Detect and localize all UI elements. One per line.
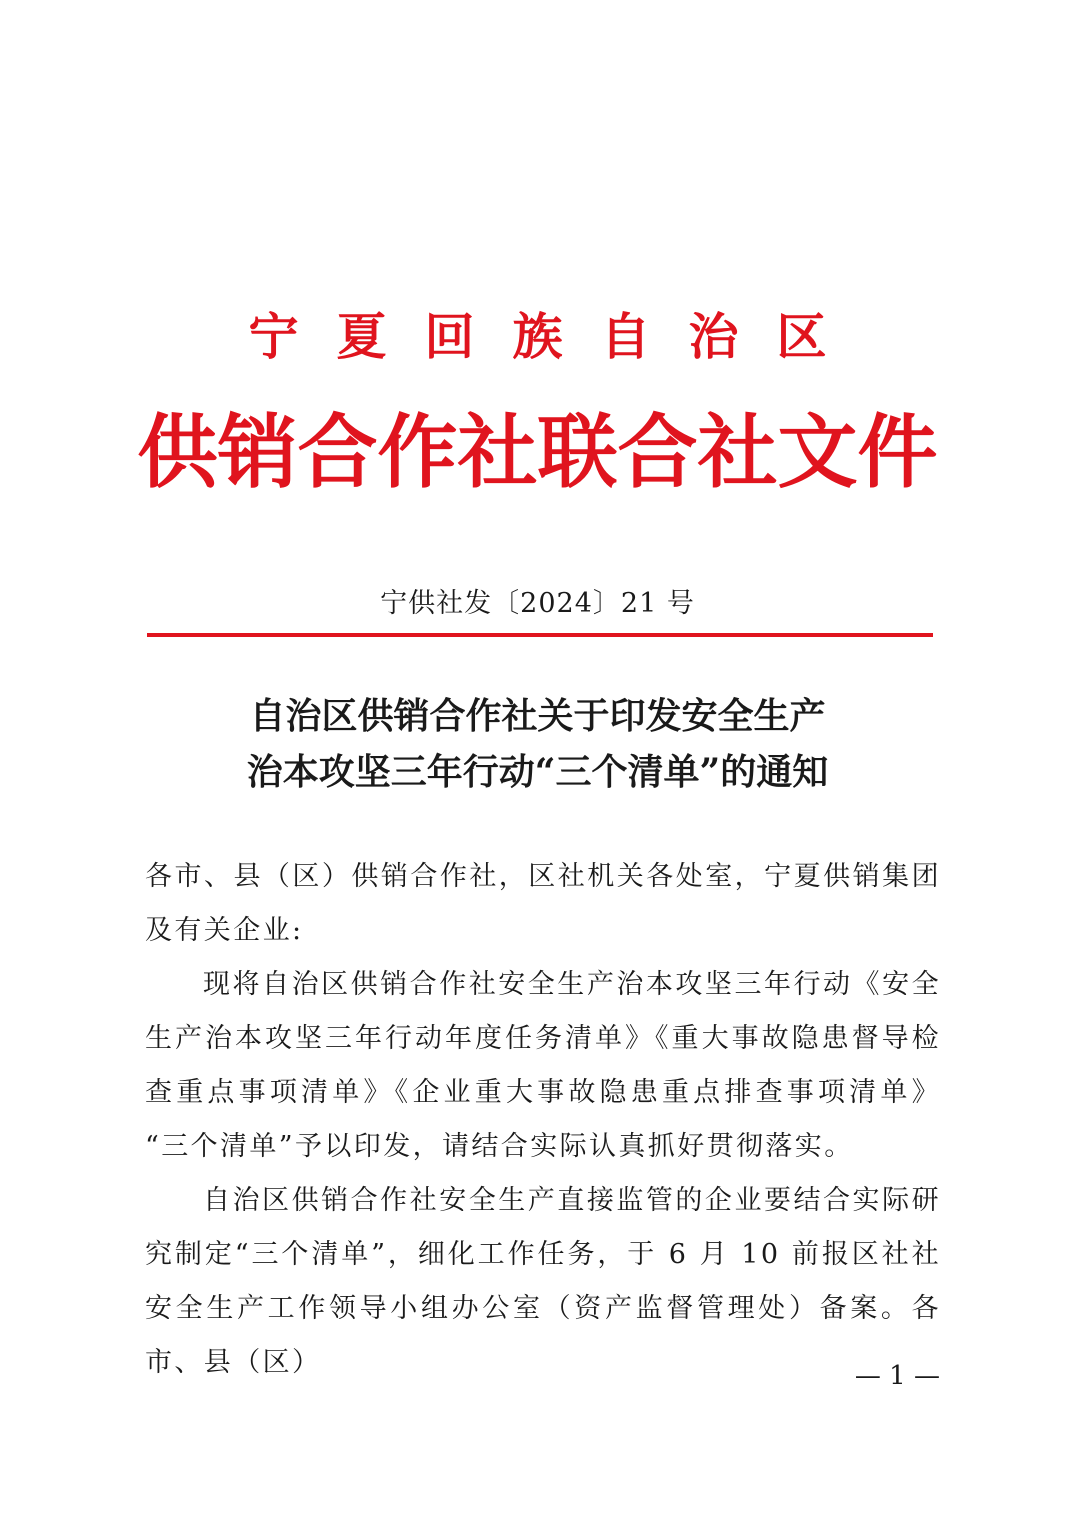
- document-title-line2: 治本攻坚三年行动“三个清单”的通知: [246, 751, 829, 793]
- document-title-line1: 自治区供销合作社关于印发安全生产: [249, 695, 826, 737]
- document-title: [0, 688, 1075, 800]
- body-paragraph-1: 现将自治区供销合作社安全生产治本攻坚三年行动《安全生产治本攻坚三年行动年度任务清单》《重大事故隐患督导检查重点事项清单》《企业重大事故隐患重点排查事项清单》 “三个清单”予以印发，请结合实际认真抓好贯彻落实。: [145, 969, 941, 1162]
- issuing-authority-region: 宁夏回族自治区: [248, 307, 865, 366]
- red-divider-line: [147, 633, 933, 637]
- page-number: — 1 —: [854, 1361, 940, 1391]
- body-paragraph-2: 自治区供销合作社安全生产直接监管的企业要结合实际研究制定“三个清单”，细化工作任务，于 6 月 10 前报区社社安全生产工作领导小组办公室（资产监督管理处）备案。各市、县（区）: [145, 1185, 941, 1378]
- salutation: 各市、县（区）供销合作社，区社机关各处室，宁夏供销集团及有关企业:: [145, 861, 941, 946]
- document-body: [145, 850, 941, 1390]
- document-number: 宁供社发〔2024〕21 号: [380, 588, 695, 619]
- issuing-authority-title: 供销合作社联合社文件: [137, 405, 938, 499]
